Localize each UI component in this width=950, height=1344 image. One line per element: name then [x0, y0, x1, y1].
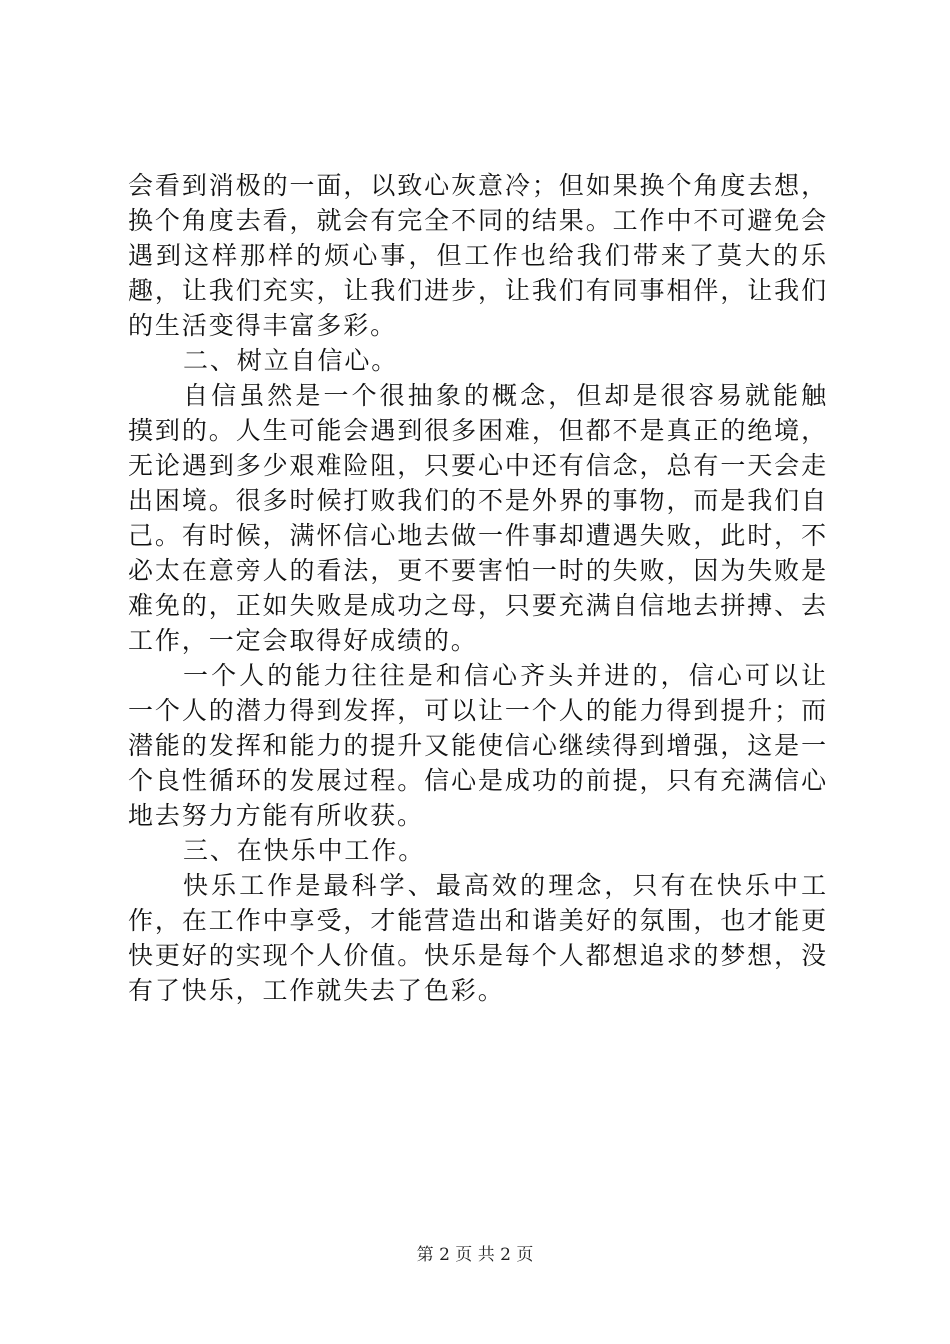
- paragraph-continued: 会看到消极的一面，以致心灰意冷；但如果换个角度去想，换个角度去看，就会有完全不同的结果。工作中不可避免会遇到这样那样的烦心事，但工作也给我们带来了莫大的乐趣，让我们充实，让我们进步，让我们有同事相伴，让我们的生活变得丰富多彩。: [128, 171, 828, 340]
- document-body: [128, 168, 828, 1008]
- section-heading-3: 三、在快乐中工作。: [183, 836, 426, 865]
- paragraph-confidence: 自信虽然是一个很抽象的概念，但却是很容易就能触摸到的。人生可能会遇到很多困难，但都不是真正的绝境，无论遇到多少艰难险阻，只要心中还有信念，总有一天会走出困境。很多时候打败我们的不是外界的事物，而是我们自己。有时候，满怀信心地去做一件事却遭遇失败，此时，不必太在意旁人的看法，更不要害怕一时的失败，因为失败是难免的，正如失败是成功之母，只要充满自信地去拼搏、去工作，一定会取得好成绩的。: [128, 381, 828, 655]
- paragraph-ability: 一个人的能力往往是和信心齐头并进的，信心可以让一个人的潜力得到发挥，可以让一个人的能力得到提升；而潜能的发挥和能力的提升又能使信心继续得到增强，这是一个良性循环的发展过程。信心是成功的前提，只有充满信心地去努力方能有所收获。: [128, 661, 828, 830]
- paragraph-happy-work: 快乐工作是最科学、最高效的理念，只有在快乐中工作，在工作中享受，才能营造出和谐美好的氛围，也才能更快更好的实现个人价值。快乐是每个人都想追求的梦想，没有了快乐，工作就失去了色彩。: [128, 871, 828, 1005]
- page-number-footer: 第 2 页 共 2 页: [416, 1245, 534, 1265]
- section-heading-2: 二、树立自信心。: [183, 346, 399, 375]
